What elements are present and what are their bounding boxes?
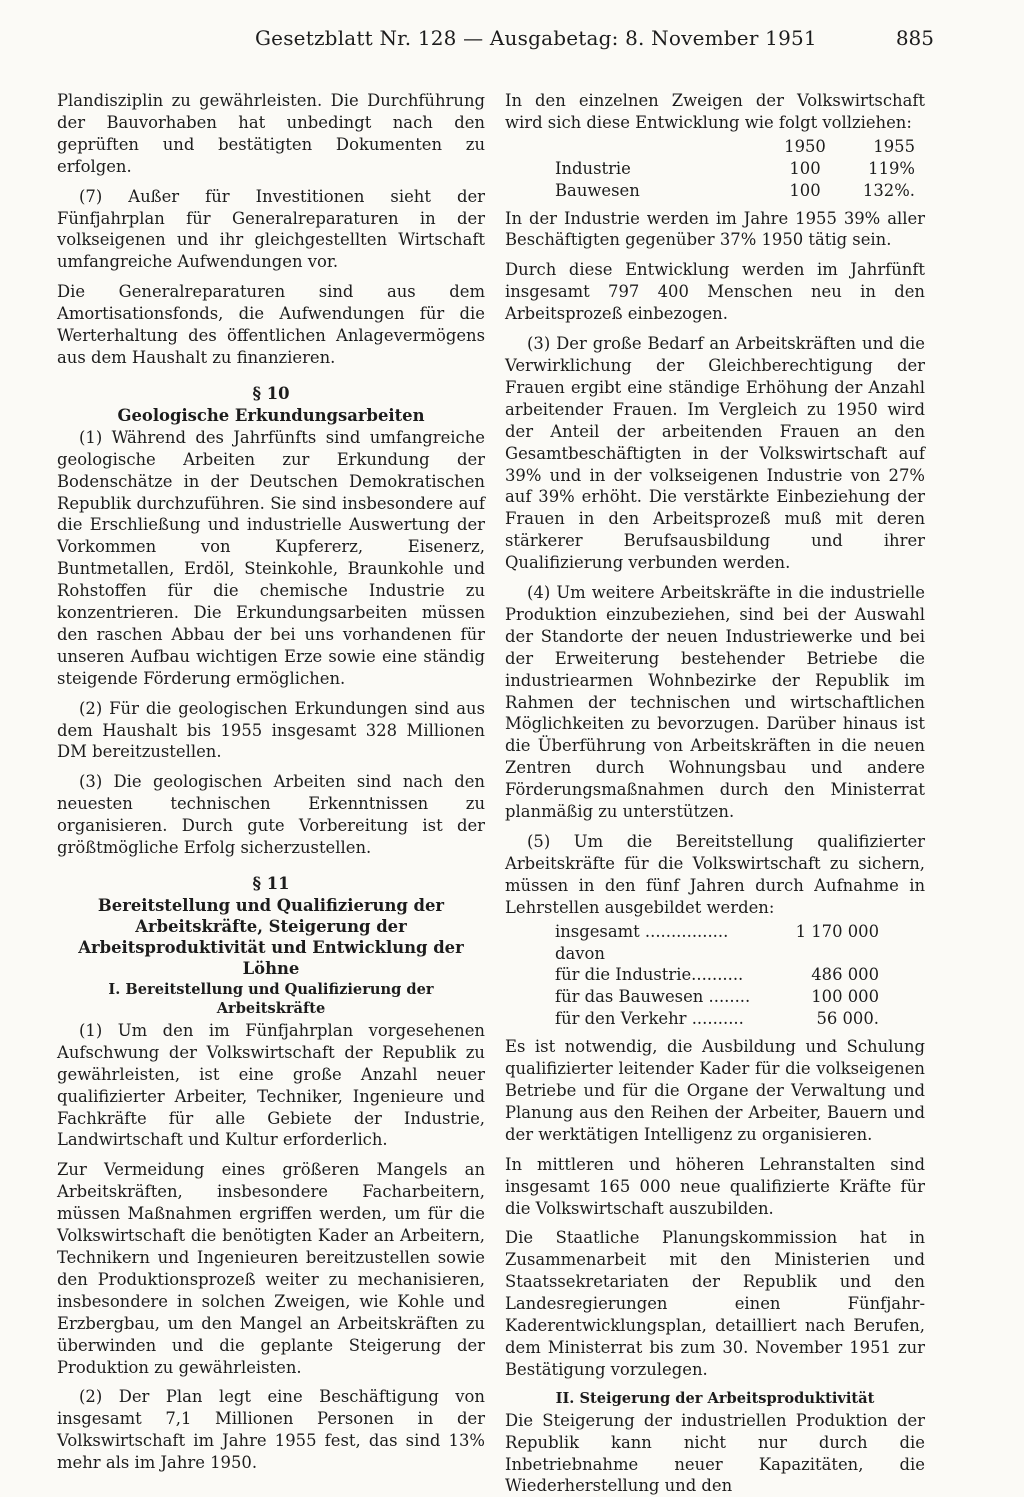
table-cell: 100 <box>789 180 821 200</box>
table-cell: 100 <box>789 158 821 178</box>
paragraph: Die Generalreparaturen sind aus dem Amortisationsfonds, die Aufwendungen für die Werterhaltung des öffentlichen Anlagevermögens aus dem Haushalt zu finanzieren. <box>57 282 485 367</box>
table-row <box>555 943 879 965</box>
table-cell: 119% <box>868 158 915 178</box>
paragraph: (2) Für die geologischen Erkundungen sind aus dem Haushalt bis 1955 insgesamt 328 Millionen DM bereitzustellen. <box>57 698 485 762</box>
paragraph: (5) Um die Bereitstellung qualifizierter Arbeitskräfte für die Volkswirtschaft zu sichern, müssen in den fünf Jahren durch Aufnahme in Lehrstellen ausgebildet werden: <box>505 832 925 917</box>
paragraph: (3) Der große Bedarf an Arbeitskräften und die Verwirklichung der Gleichberechtigung der Frauen ergibt eine ständige Erhöhung der Anzahl arbeitender Frauen. Im Vergleich zu 1950 wird der Anteil der arbeitenden Frauen an den Gesamtbeschäftigten in der Volkswirtschaft auf 39% und in der volkseigenen Industrie von 27% auf 39% erhöht. Die verstärkte Einbeziehung der Frauen in den Arbeitsprozeß muß mit deren stärkerer Berufsausbildung und ihrer Qualifizierung verbunden werden. <box>505 334 925 573</box>
paragraph: Durch diese Entwicklung werden im Jahrfünft insgesamt 797 400 Menschen neu in den Arbeitsprozeß einbezogen. <box>505 260 925 324</box>
table-cell: 56 000. <box>816 1009 879 1029</box>
table-cell: 1 170 000 <box>795 921 879 941</box>
header-title: Gesetzblatt Nr. 128 — Ausgabetag: 8. November 1951 <box>255 26 817 50</box>
table-cell: Bauwesen <box>555 180 640 200</box>
paragraph: Zur Vermeidung eines größeren Mangels an Arbeitskräften, insbesondere Facharbeitern, müssen Maßnahmen ergriffen werden, um für die Volkswirtschaft die benötigten Kader an Arbeitern, Technikern und Ingenieuren bereitzustellen sowie den Produktionsprozeß weiter zu mechanisieren, insbesondere in solchen Zweigen, wie Kohle und Erzbergbau, um den Mangel an Arbeitskräften zu überwinden und die geplante Steigerung der Produktion zu gewährleisten. <box>57 1160 485 1377</box>
table-header-cell: 1955 <box>873 136 915 156</box>
table-cell: insgesamt ................ <box>555 921 729 941</box>
table-cell: 100 000 <box>811 987 879 1007</box>
table-cell: Industrie <box>555 158 631 178</box>
paragraph: (4) Um weitere Arbeitskräfte in die industrielle Produktion einzubeziehen, sind bei der Auswahl der Standorte der neuen Industriewerke und bei der Erweiterung bestehender Betriebe die industriearmen Wohnbezirke der Republik im Rahmen der technischen und wirtschaftlichen Möglichkeiten zu bevorzugen. Darüber hinaus ist die Überführung von Arbeitskräften in die neuen Zentren durch Wohnungsbau und andere Förderungsmaßnahmen durch den Ministerrat planmäßig zu unterstützen. <box>505 583 925 822</box>
table-cell: für den Verkehr .......... <box>555 1009 744 1029</box>
page-number: 885 <box>895 26 934 50</box>
subsection-title: II. Steigerung der Arbeitsproduktivität <box>555 1389 875 1407</box>
table-row <box>555 964 879 986</box>
left-column <box>57 90 485 1473</box>
table-cell <box>795 943 879 965</box>
training-table <box>555 921 879 1031</box>
paragraph: Die Steigerung der industriellen Produktion der Republik kann nicht nur durch die Inbetriebnahme neuer Kapazitäten, die Wiederherstellung und den <box>505 1410 925 1496</box>
paragraph: In den einzelnen Zweigen der Volkswirtschaft wird sich diese Entwicklung wie folgt vollziehen: <box>505 91 925 132</box>
table-row <box>555 180 915 202</box>
employment-table <box>555 136 915 202</box>
paragraph: In der Industrie werden im Jahre 1955 39% aller Beschäftigten gegenüber 37% 1950 tätig sein. <box>505 208 925 250</box>
paragraph: Die Staatliche Planungskommission hat in Zusammenarbeit mit den Ministerien und Staatssekretariaten der Republik und den Landesregierungen einen Fünfjahr-Kaderentwicklungsplan, detailliert nach Berufen, dem Ministerrat bis zum 30. November 1951 zur Bestätigung vorzulegen. <box>505 1228 925 1379</box>
table-row <box>555 158 915 180</box>
subsection-title: I. Bereitstellung und Qualifizierung der Arbeitskräfte <box>108 980 434 1017</box>
table-row <box>555 986 879 1008</box>
paragraph: In mittleren und höheren Lehranstalten sind insgesamt 165 000 neue qualifizierte Kräfte für die Volkswirtschaft auszubilden. <box>505 1154 925 1218</box>
table-cell: für das Bauwesen ........ <box>555 987 751 1007</box>
page-header <box>60 26 934 56</box>
section-title: Geologische Erkundungsarbeiten <box>117 405 425 425</box>
right-column <box>505 90 925 1496</box>
paragraph: (2) Der Plan legt eine Beschäftigung von insgesamt 7,1 Millionen Personen in der Volkswirtschaft im Jahre 1955 fest, das sind 13% mehr als im Jahre 1950. <box>57 1387 485 1473</box>
section-number: § 10 <box>252 383 290 403</box>
table-header-row <box>555 136 915 158</box>
paragraph: (1) Um den im Fünfjahrplan vorgesehenen Aufschwung der Volkswirtschaft der Republik zu gewährleisten, ist eine große Anzahl neuer qualifizierter Arbeiter, Techniker, Ingenieure und Fachkräfte für alle Gebiete der Industrie, Landwirtschaft und Kultur erforderlich. <box>57 1020 485 1150</box>
table-header-cell: 1950 <box>784 136 826 156</box>
table-cell: für die Industrie.......... <box>555 965 744 985</box>
paragraph: Es ist notwendig, die Ausbildung und Schulung qualifizierter leitender Kader für die volkseigenen Betriebe und für die Organe der Verwaltung und Planung aus den Reihen der Arbeiter, Bauern und der werktätigen Intelligenz zu organisieren. <box>505 1037 925 1144</box>
paragraph: Plandisziplin zu gewährleisten. Die Durchführung der Bauvorhaben hat unbedingt nach den geprüften und bestätigten Dokumenten zu erfolgen. <box>57 91 485 176</box>
table-row <box>555 1008 879 1030</box>
table-row <box>555 921 879 943</box>
table-cell: 132%. <box>862 180 915 200</box>
table-cell: 486 000 <box>811 965 879 985</box>
section-title: Bereitstellung und Qualifizierung der Arbeitskräfte, Steigerung der Arbeitsproduktivität und Entwicklung der Löhne <box>78 895 464 978</box>
paragraph: (3) Die geologischen Arbeiten sind nach den neuesten technischen Erkenntnissen zu organisieren. Durch gute Vorbereitung ist der größtmögliche Erfolg sicherzustellen. <box>57 772 485 858</box>
paragraph: (1) Während des Jahrfünfts sind umfangreiche geologische Arbeiten zur Erkundung der Bodenschätze in der Deutschen Demokratischen Republik durchzuführen. Sie sind insbesondere auf die Erschließung und industrielle Auswertung der Vorkommen von Kupfererz, Eisenerz, Buntmetallen, Erdöl, Steinkohle, Braunkohle und Rohstoffen für die chemische Industrie zu konzentrieren. Die Erkundungsarbeiten müssen den raschen Abbau der bei uns vorhandenen für unseren Aufbau wichtigen Erze sowie eine ständig steigende Förderung ermöglichen. <box>57 427 485 688</box>
section-number: § 11 <box>252 874 290 893</box>
table-cell: davon <box>555 943 605 963</box>
paragraph: (7) Außer für Investitionen sieht der Fünfjahrplan für Generalreparaturen in der volkseigenen und ihr gleichgestellten Wirtschaft umfangreiche Aufwendungen vor. <box>57 186 485 272</box>
